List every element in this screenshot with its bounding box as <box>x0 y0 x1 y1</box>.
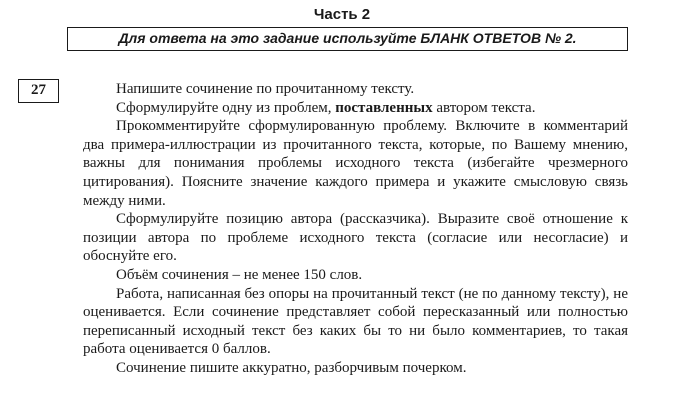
task-paragraph-2-end: автором текста. <box>432 99 536 116</box>
task-paragraph-3: Прокомментируйте сформулированную проблему. Включите в комментарий два примера-иллюстрации из прочитанного текста, которые, по Вашему мнению, важны для понимания проблемы исходного текста (избегайте чрезмерного цитирования). Поясните значение каждого примера и укажите смысловую связь между ними. <box>83 118 628 209</box>
task-paragraph-1: Напишите сочинение по прочитанному тексту. <box>116 81 415 97</box>
task-text <box>83 80 628 378</box>
task-paragraph-4: Сформулируйте позицию автора (рассказчика). Выразите своё отношение к позиции автора по проблеме исходного текста (согласие или несогласие) и обоснуйте его. <box>83 211 628 265</box>
task-paragraph-7: Сочинение пишите аккуратно, разборчивым почерком. <box>116 359 467 376</box>
task-paragraph-2 <box>83 99 628 118</box>
task-paragraph-2-bold: поставленных <box>335 99 433 116</box>
task-number-box: 27 <box>18 79 59 103</box>
task-paragraph-6: Работа, написанная без опоры на прочитанный текст (не по данному тексту), не оценивается. Если сочинение представляет собой пересказанный или полностью переписанный исходный текст без каких бы то ни было комментариев, то такая работа оценивается 0 баллов. <box>83 285 628 358</box>
answer-sheet-instruction: Для ответа на это задание используйте БЛАНК ОТВЕТОВ № 2. <box>67 27 628 51</box>
part-title: Часть 2 <box>313 6 371 23</box>
task-paragraph-5: Объём сочинения – не менее 150 слов. <box>116 266 363 283</box>
task-paragraph-2-start: Сформулируйте одну из проблем, <box>116 99 336 116</box>
